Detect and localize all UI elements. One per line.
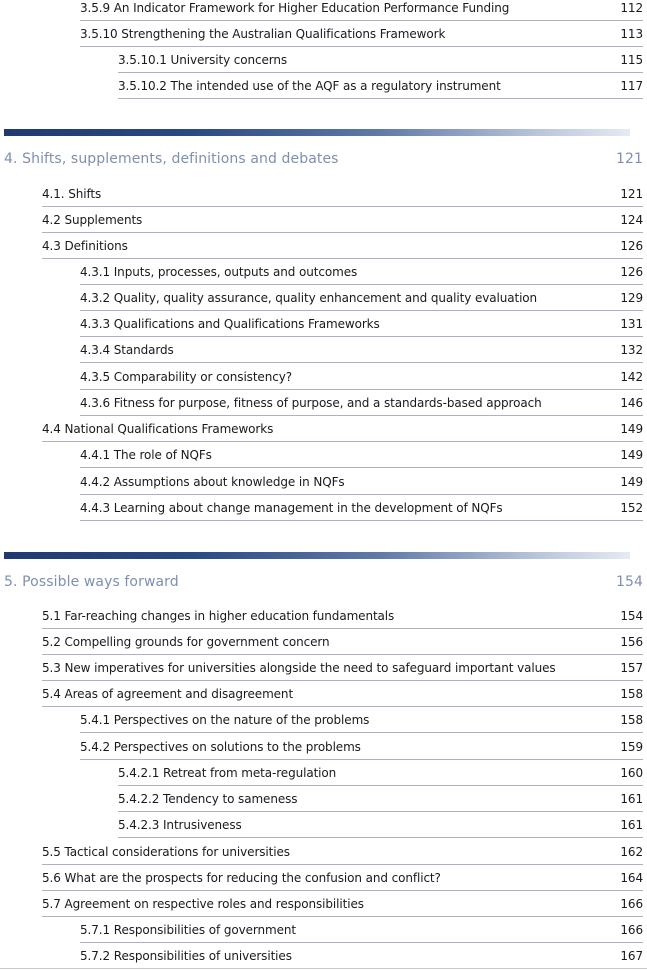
toc-entry-page: 152 bbox=[620, 500, 643, 515]
toc-entry-title: 5.7.2 Responsibilities of universities bbox=[80, 948, 292, 963]
toc-entry-title: 5.3 New imperatives for universities alongside the need to safeguard important values bbox=[42, 660, 556, 675]
toc-entry-page: 126 bbox=[620, 264, 643, 279]
toc-entry-page: 149 bbox=[620, 447, 643, 462]
toc-entry-title: 4.3.2 Quality, quality assurance, quality enhancement and quality evaluation bbox=[80, 290, 538, 305]
toc-entry[interactable] bbox=[80, 469, 643, 495]
toc-entry-page: 129 bbox=[620, 290, 643, 305]
toc-entry-page: 112 bbox=[620, 0, 643, 15]
toc-entry-page: 156 bbox=[620, 634, 643, 649]
toc-entry[interactable] bbox=[80, 390, 643, 416]
toc-entry-page: 164 bbox=[620, 870, 643, 885]
toc-entry[interactable] bbox=[42, 416, 643, 442]
toc-entry-title: 4.4.2 Assumptions about knowledge in NQFs bbox=[80, 474, 345, 489]
chapter-divider bbox=[4, 129, 630, 136]
toc-entry-page: 166 bbox=[620, 922, 643, 937]
toc-entry[interactable] bbox=[42, 681, 643, 707]
toc-entry[interactable] bbox=[80, 442, 643, 468]
toc-entry-page: 121 bbox=[620, 186, 643, 201]
toc-entry[interactable] bbox=[42, 603, 643, 629]
toc-entry-title: 5.4.2.3 Intrusiveness bbox=[118, 817, 242, 832]
chapter-heading[interactable] bbox=[4, 149, 643, 169]
toc-entry[interactable] bbox=[42, 891, 643, 917]
toc-entry-title: 4.4.1 The role of NQFs bbox=[80, 447, 212, 462]
toc-entry-title: 5.5 Tactical considerations for universities bbox=[42, 844, 290, 859]
toc-entry-page: 161 bbox=[620, 791, 643, 806]
toc-entry-title: 5.7.1 Responsibilities of government bbox=[80, 922, 296, 937]
toc-entry[interactable] bbox=[42, 629, 643, 655]
toc-entry[interactable] bbox=[118, 47, 643, 73]
toc-entry-page: 149 bbox=[620, 421, 643, 436]
chapter-divider bbox=[4, 552, 630, 559]
toc-entry[interactable] bbox=[118, 812, 643, 838]
toc-entry-page: 158 bbox=[620, 712, 643, 727]
toc-entry-page: 131 bbox=[620, 316, 643, 331]
toc-entry-page: 117 bbox=[620, 78, 643, 93]
toc-entry-title: 4.3.5 Comparability or consistency? bbox=[80, 369, 292, 384]
toc-entry[interactable] bbox=[80, 259, 643, 285]
toc-entry-page: 146 bbox=[620, 395, 643, 410]
page-bottom-edge bbox=[0, 968, 647, 969]
toc-entry[interactable] bbox=[80, 917, 643, 943]
toc-entry[interactable] bbox=[42, 233, 643, 259]
toc-entry[interactable] bbox=[80, 0, 643, 21]
toc-entry-title: 5.2 Compelling grounds for government concern bbox=[42, 634, 330, 649]
toc-entry-page: 124 bbox=[620, 212, 643, 227]
toc-entry-title: 4.2 Supplements bbox=[42, 212, 143, 227]
toc-entry[interactable] bbox=[80, 285, 643, 311]
toc-entry[interactable] bbox=[80, 311, 643, 337]
toc-entry[interactable] bbox=[118, 786, 643, 812]
toc-entry-title: 4.3 Definitions bbox=[42, 238, 128, 253]
toc-entry[interactable] bbox=[80, 734, 643, 760]
toc-entry-title: 3.5.10.2 The intended use of the AQF as a regulatory instrument bbox=[118, 78, 501, 93]
chapter-title: 5. Possible ways forward bbox=[4, 574, 179, 590]
toc-entry-title: 4.3.3 Qualifications and Qualifications Frameworks bbox=[80, 316, 380, 331]
chapter-title: 4. Shifts, supplements, definitions and debates bbox=[4, 151, 339, 167]
toc-entry[interactable] bbox=[80, 495, 643, 521]
toc-entry-title: 4.3.4 Standards bbox=[80, 342, 174, 357]
toc-entry[interactable] bbox=[42, 181, 643, 207]
toc-entry[interactable] bbox=[80, 21, 643, 47]
toc-entry-title: 5.4.2.2 Tendency to sameness bbox=[118, 791, 298, 806]
chapter-page: 154 bbox=[615, 574, 643, 590]
toc-entry-page: 159 bbox=[620, 739, 643, 754]
toc-entry-title: 4.3.6 Fitness for purpose, fitness of purpose, and a standards-based approach bbox=[80, 395, 542, 410]
toc-entry-title: 4.3.1 Inputs, processes, outputs and outcomes bbox=[80, 264, 358, 279]
toc-entry-page: 142 bbox=[620, 369, 643, 384]
toc-entry[interactable] bbox=[42, 839, 643, 865]
toc-entry-page: 160 bbox=[620, 765, 643, 780]
toc-entry-title: 3.5.10 Strengthening the Australian Qualifications Framework bbox=[80, 26, 446, 41]
toc-entry-page: 157 bbox=[620, 660, 643, 675]
toc-entry[interactable] bbox=[118, 73, 643, 99]
toc-entry-title: 5.4.2.1 Retreat from meta-regulation bbox=[118, 765, 337, 780]
toc-entry-title: 5.4 Areas of agreement and disagreement bbox=[42, 686, 294, 701]
toc-entry-title: 5.7 Agreement on respective roles and responsibilities bbox=[42, 896, 364, 911]
toc-entry-title: 5.4.2 Perspectives on solutions to the problems bbox=[80, 739, 361, 754]
toc-entry-page: 161 bbox=[620, 817, 643, 832]
toc-entry-page: 154 bbox=[620, 608, 643, 623]
toc-entry-title: 5.1 Far-reaching changes in higher education fundamentals bbox=[42, 608, 395, 623]
toc-entry[interactable] bbox=[42, 865, 643, 891]
toc-entry[interactable] bbox=[118, 760, 643, 786]
toc-entry-page: 132 bbox=[620, 342, 643, 357]
toc-entry[interactable] bbox=[80, 707, 643, 733]
toc-entry-page: 113 bbox=[620, 26, 643, 41]
toc-entry-page: 167 bbox=[620, 948, 643, 963]
toc-entry-page: 158 bbox=[620, 686, 643, 701]
toc-entry[interactable] bbox=[80, 943, 643, 969]
toc-entry-title: 4.1. Shifts bbox=[42, 186, 102, 201]
toc-entry-title: 3.5.9 An Indicator Framework for Higher Education Performance Funding bbox=[80, 0, 510, 15]
chapter-page: 121 bbox=[615, 151, 643, 167]
toc-entry-page: 126 bbox=[620, 238, 643, 253]
toc-entry[interactable] bbox=[42, 655, 643, 681]
toc-entry-title: 4.4.3 Learning about change management in the development of NQFs bbox=[80, 500, 503, 515]
toc-entry-title: 5.4.1 Perspectives on the nature of the problems bbox=[80, 712, 370, 727]
toc-entry[interactable] bbox=[42, 207, 643, 233]
toc-entry-title: 4.4 National Qualifications Frameworks bbox=[42, 421, 274, 436]
toc-entry[interactable] bbox=[80, 364, 643, 390]
chapter-heading[interactable] bbox=[4, 572, 643, 592]
toc-entry-title: 5.6 What are the prospects for reducing the confusion and conflict? bbox=[42, 870, 441, 885]
toc-entry-page: 162 bbox=[620, 844, 643, 859]
toc-entry-page: 166 bbox=[620, 896, 643, 911]
toc-entry-page: 115 bbox=[620, 52, 643, 67]
toc-entry-title: 3.5.10.1 University concerns bbox=[118, 52, 288, 67]
toc-entry[interactable] bbox=[80, 337, 643, 363]
toc-entry-page: 149 bbox=[620, 474, 643, 489]
